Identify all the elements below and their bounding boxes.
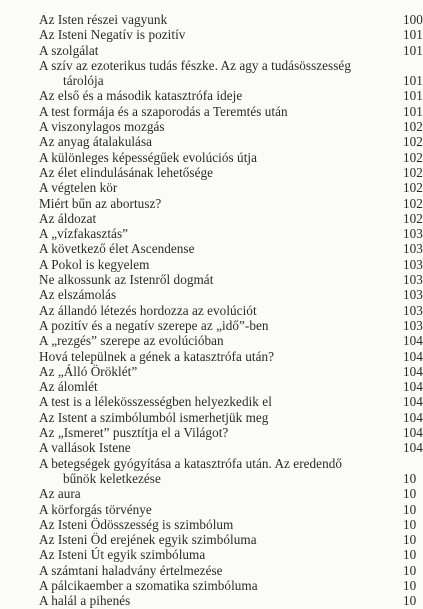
toc-entry-page-number: 10 bbox=[403, 501, 417, 517]
toc-entry-title bbox=[0, 318, 423, 333]
toc-entry-page-number: 10 bbox=[403, 532, 417, 548]
toc-entry-page-number: 104 bbox=[403, 379, 423, 395]
toc-entry-title bbox=[0, 88, 423, 103]
toc-entry-title-text: A szív az ezoterikus tudás fészke. Az agy a tudásösszesség bbox=[39, 57, 351, 73]
toc-entry-title bbox=[0, 333, 423, 348]
toc-entry bbox=[0, 394, 423, 409]
toc-entry-title-text: A vallások Istene bbox=[39, 440, 131, 456]
toc-entry-title-text: Az elszámolás bbox=[39, 287, 117, 303]
toc-entry-page-number: 101 bbox=[403, 103, 423, 119]
toc-entry bbox=[0, 43, 423, 58]
toc-entry-title bbox=[0, 364, 423, 379]
toc-entry-title-text: Az „Ismeret” pusztítja el a Világot? bbox=[39, 425, 229, 441]
toc-entry-title-text: A pozitív és a negatív szerepe az „idő”-ben bbox=[39, 317, 269, 333]
toc-entry-title-text: Az első és a második katasztrófa ideje bbox=[39, 88, 243, 104]
toc-entry-title-continuation: bűnök keletkezése bbox=[63, 470, 161, 486]
toc-entry-page-number: 102 bbox=[403, 210, 423, 226]
toc-entry-title bbox=[0, 486, 423, 501]
toc-entry-title-text: Az Isteni Ödösszesség is szimbólum bbox=[39, 516, 234, 532]
toc-entry bbox=[0, 379, 423, 394]
toc-entry-title bbox=[0, 196, 423, 211]
toc-entry bbox=[0, 134, 423, 149]
toc-entry bbox=[0, 364, 423, 379]
toc-entry-title bbox=[0, 287, 423, 302]
toc-entry-title-text: A pálcikaember a szomatika szimbóluma bbox=[39, 577, 258, 593]
toc-entry-page-number: 10 bbox=[403, 593, 417, 609]
toc-entry-page-number: 103 bbox=[403, 226, 423, 242]
toc-entry-page-number: 104 bbox=[403, 440, 423, 456]
toc-entry bbox=[0, 318, 423, 333]
toc-entry-title-text: A test is a lélekösszességben helyezkedik el bbox=[39, 394, 272, 410]
toc-entry-title bbox=[0, 517, 423, 532]
toc-entry-title bbox=[0, 241, 423, 256]
toc-entry-title bbox=[0, 134, 423, 149]
toc-entry-title-text: A „rezgés” szerepe az evolúcióban bbox=[39, 333, 224, 349]
toc-entry-title bbox=[0, 58, 423, 89]
toc-entry bbox=[0, 547, 423, 562]
toc-entry bbox=[0, 104, 423, 119]
toc-entry-title bbox=[0, 349, 423, 364]
toc-entry-title bbox=[0, 456, 423, 487]
toc-entry-page-number: 10 bbox=[403, 516, 417, 532]
toc-entry bbox=[0, 58, 423, 89]
toc-entry bbox=[0, 593, 423, 608]
toc-entry bbox=[0, 440, 423, 455]
toc-entry-title-continuation: tárolója bbox=[63, 73, 104, 89]
toc-entry-page-number: 101 bbox=[403, 73, 423, 89]
toc-entry bbox=[0, 532, 423, 547]
toc-entry-title-text: Az Isten részei vagyunk bbox=[39, 12, 168, 27]
toc-entry-title bbox=[0, 272, 423, 287]
toc-entry bbox=[0, 410, 423, 425]
toc-entry-title-text: Az „Álló Öröklét” bbox=[39, 363, 138, 379]
toc-entry-title bbox=[0, 532, 423, 547]
toc-entry-title-text: A körforgás törvénye bbox=[39, 501, 152, 517]
toc-entry-page-number: 103 bbox=[403, 256, 423, 272]
toc-entry-page-number: 103 bbox=[403, 241, 423, 257]
toc-entry bbox=[0, 88, 423, 103]
toc-entry-title bbox=[0, 303, 423, 318]
toc-entry bbox=[0, 486, 423, 501]
toc-entry-page-number: 101 bbox=[403, 27, 423, 43]
toc-entry bbox=[0, 333, 423, 348]
toc-entry-title bbox=[0, 211, 423, 226]
toc-entry-title-text: A szolgálat bbox=[39, 42, 99, 58]
toc-entry-title-text: Az állandó létezés hordozza az evolúciót bbox=[39, 302, 257, 318]
toc-entry-title bbox=[0, 547, 423, 562]
toc-entry-title-text: Az álomlét bbox=[39, 379, 98, 395]
toc-entry-page-number: 102 bbox=[403, 164, 423, 180]
toc-entry-title bbox=[0, 12, 423, 27]
toc-entry-title-text: A különleges képességűek evolúciós útja bbox=[39, 149, 258, 165]
toc-entry-title bbox=[0, 502, 423, 517]
toc-entry-title bbox=[0, 226, 423, 241]
toc-entry-title-text: A betegségek gyógyítása a katasztrófa után. Az eredendő bbox=[39, 455, 343, 471]
toc-entry-title bbox=[0, 150, 423, 165]
toc-entry-title-text: Az Isteni Negatív is pozitív bbox=[39, 27, 186, 43]
toc-entry-page-number: 102 bbox=[403, 149, 423, 165]
toc-entry-page-number: 102 bbox=[403, 134, 423, 150]
toc-entry bbox=[0, 257, 423, 272]
toc-entry-title-text: A számtani haladvány értelmezése bbox=[39, 562, 223, 578]
toc-entry-page-number: 104 bbox=[403, 348, 423, 364]
toc-entry bbox=[0, 578, 423, 593]
toc-entry-title bbox=[0, 119, 423, 134]
toc-entry bbox=[0, 119, 423, 134]
toc-entry-page-number: 103 bbox=[403, 317, 423, 333]
toc-entry bbox=[0, 272, 423, 287]
toc-entry-page-number: 101 bbox=[403, 88, 423, 104]
toc-entry-title bbox=[0, 180, 423, 195]
toc-entry-page-number: 10 bbox=[403, 577, 417, 593]
table-of-contents bbox=[0, 12, 423, 609]
toc-entry-title-text: A következő élet Ascendense bbox=[39, 241, 195, 257]
toc-entry-title bbox=[0, 257, 423, 272]
toc-entry-title-text: Az aura bbox=[39, 486, 81, 502]
toc-entry-page-number: 103 bbox=[403, 272, 423, 288]
toc-entry-page-number: 103 bbox=[403, 287, 423, 303]
toc-entry-title bbox=[0, 43, 423, 58]
toc-entry-page-number: 10 bbox=[403, 562, 417, 578]
toc-entry bbox=[0, 180, 423, 195]
toc-entry bbox=[0, 517, 423, 532]
toc-entry-page-number: 104 bbox=[403, 394, 423, 410]
toc-entry-page-number: 102 bbox=[403, 195, 423, 211]
toc-entry-title bbox=[0, 165, 423, 180]
toc-entry-title-text: Az Isteni Út egyik szimbóluma bbox=[39, 547, 206, 563]
toc-entry-title bbox=[0, 104, 423, 119]
toc-entry-title bbox=[0, 593, 423, 608]
toc-entry-page-number: 104 bbox=[403, 409, 423, 425]
toc-entry-title bbox=[0, 563, 423, 578]
toc-entry-title-text: Az élet elindulásának lehetősége bbox=[39, 164, 214, 180]
toc-entry-page-number: 101 bbox=[403, 42, 423, 58]
toc-entry-page-number: 100 bbox=[403, 12, 423, 27]
toc-entry-page-number: 102 bbox=[403, 180, 423, 196]
toc-entry bbox=[0, 241, 423, 256]
toc-entry-title-text: Hová települnek a gének a katasztrófa után? bbox=[39, 348, 275, 364]
toc-entry-page-number: 102 bbox=[403, 119, 423, 135]
toc-entry bbox=[0, 303, 423, 318]
toc-entry-title-text: Ne alkossunk az Istenről dogmát bbox=[39, 272, 214, 288]
toc-entry-page-number: 104 bbox=[403, 425, 423, 441]
toc-entry-title bbox=[0, 578, 423, 593]
toc-entry bbox=[0, 150, 423, 165]
toc-entry-page-number: 104 bbox=[403, 333, 423, 349]
toc-entry-title-text: A végtelen kör bbox=[39, 180, 118, 196]
toc-entry-page-number: 103 bbox=[403, 302, 423, 318]
toc-entry-page-number: 10 bbox=[403, 486, 417, 502]
toc-entry-title-text: Az Isteni Öd erejének egyik szimbóluma bbox=[39, 532, 257, 548]
toc-entry-title-text: A viszonylagos mozgás bbox=[39, 119, 165, 135]
toc-entry-title-text: Az Istent a szimbólumból ismerhetjük meg bbox=[39, 409, 269, 425]
toc-entry bbox=[0, 456, 423, 487]
toc-entry-title bbox=[0, 440, 423, 455]
toc-entry bbox=[0, 226, 423, 241]
toc-entry bbox=[0, 425, 423, 440]
toc-entry bbox=[0, 12, 423, 27]
toc-entry-title-text: A „vízfakasztás” bbox=[39, 226, 129, 242]
toc-entry-title bbox=[0, 410, 423, 425]
toc-entry-page-number: 10 bbox=[403, 547, 417, 563]
toc-entry-title-text: Az áldozat bbox=[39, 210, 97, 226]
toc-entry-title-text: Miért bűn az abortusz? bbox=[39, 195, 162, 211]
toc-entry-page-number: 10 bbox=[403, 470, 417, 486]
toc-entry-title bbox=[0, 379, 423, 394]
toc-entry bbox=[0, 563, 423, 578]
toc-entry-title bbox=[0, 425, 423, 440]
toc-entry bbox=[0, 211, 423, 226]
toc-entry bbox=[0, 502, 423, 517]
toc-entry-title-text: A test formája és a szaporodás a Teremtés után bbox=[39, 103, 288, 119]
toc-entry bbox=[0, 196, 423, 211]
toc-entry-title-text: A Pokol is kegyelem bbox=[39, 256, 150, 272]
toc-entry-title bbox=[0, 394, 423, 409]
toc-entry bbox=[0, 349, 423, 364]
toc-entry-title-text: Az anyag átalakulása bbox=[39, 134, 153, 150]
toc-entry-page-number: 104 bbox=[403, 363, 423, 379]
toc-entry-title-text: A halál a pihenés bbox=[39, 593, 131, 609]
toc-entry-title bbox=[0, 27, 423, 42]
toc-entry bbox=[0, 165, 423, 180]
toc-entry bbox=[0, 27, 423, 42]
toc-entry bbox=[0, 287, 423, 302]
